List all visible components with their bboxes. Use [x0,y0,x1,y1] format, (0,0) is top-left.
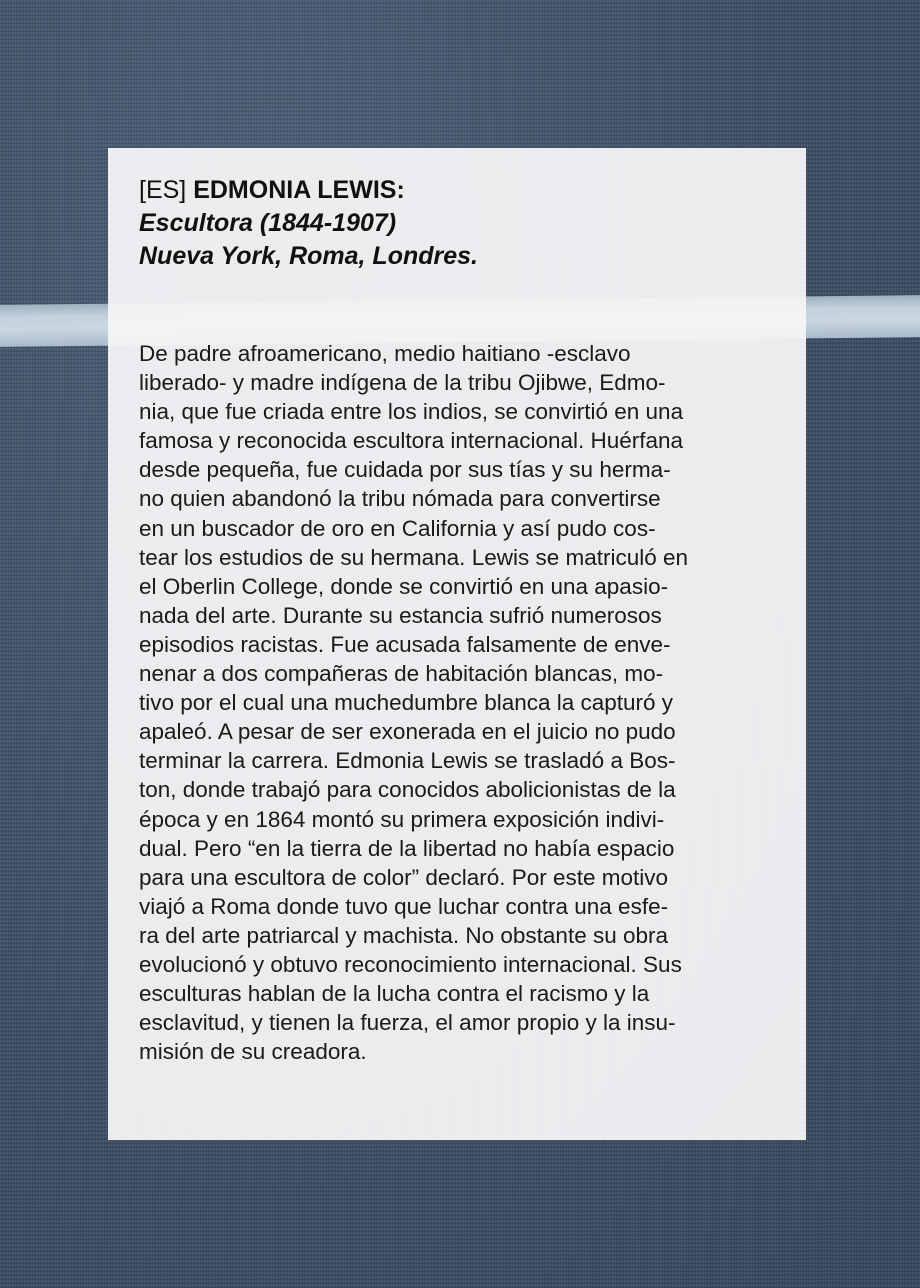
text-line: esclavitud, y tienen la fuerza, el amor propio y la insu- [139,1010,676,1036]
text-card [108,148,806,1140]
text-line: misión de su creadora. [139,1039,367,1065]
text-line: tear los estudios de su hermana. Lewis se matriculó en [139,544,689,570]
language-tag: [ES] [139,176,187,204]
text-line: viajó a Roma donde tuvo que luchar contra una esfe- [139,893,669,919]
text-line: apaleó. A pesar de ser exonerada en el juicio no pudo [139,719,676,745]
text-line: tivo por el cual una muchedumbre blanca la capturó y [139,690,674,716]
biography-text [139,339,784,1066]
text-line: De padre afroamericano, medio haitiano -esclavo [139,341,631,366]
text-line: en un buscador de oro en California y así pudo cos- [139,515,656,541]
text-line: desde pequeña, fue cuidada por sus tías y su herma- [139,457,671,483]
text-line: nia, que fue criada entre los indios, se convirtió en una [139,399,684,425]
text-line: ra del arte patriarcal y machista. No obstante su obra [139,922,669,948]
text-line: terminar la carrera. Edmonia Lewis se trasladó a Bos- [139,748,676,774]
text-line: nada del arte. Durante su estancia sufrió numerosos [139,602,662,628]
text-line: dual. Pero “en la tierra de la libertad no había espacio [139,835,675,861]
card-header [139,174,779,273]
text-line: el Oberlin College, donde se convirtió en una apasio- [139,573,669,599]
text-line: liberado- y madre indígena de la tribu Ojibwe, Edmo- [139,370,666,396]
text-line: esculturas hablan de la lucha contra el racismo y la [139,981,650,1007]
text-line: episodios racistas. Fue acusada falsamente de enve- [139,631,671,657]
text-line: ton, donde trabajó para conocidos abolicionistas de la [139,777,676,803]
text-line: para una escultora de color” declaró. Por este motivo [139,864,669,890]
text-line: no quien abandonó la tribu nómada para convertirse [139,486,661,512]
text-line: época y en 1864 montó su primera exposición indivi- [139,806,665,832]
text-line: famosa y reconocida escultora internacional. Huérfana [139,428,684,454]
subject-name: EDMONIA LEWIS: [193,176,405,204]
places: Nueva York, Roma, Londres. [139,242,478,270]
text-line: evolucionó y obtuvo reconocimiento internacional. Sus [139,951,682,977]
text-line: nenar a dos compañeras de habitación blancas, mo- [139,661,664,687]
subtitle: Escultora (1844-1907) [139,209,397,237]
title-line [139,174,779,207]
